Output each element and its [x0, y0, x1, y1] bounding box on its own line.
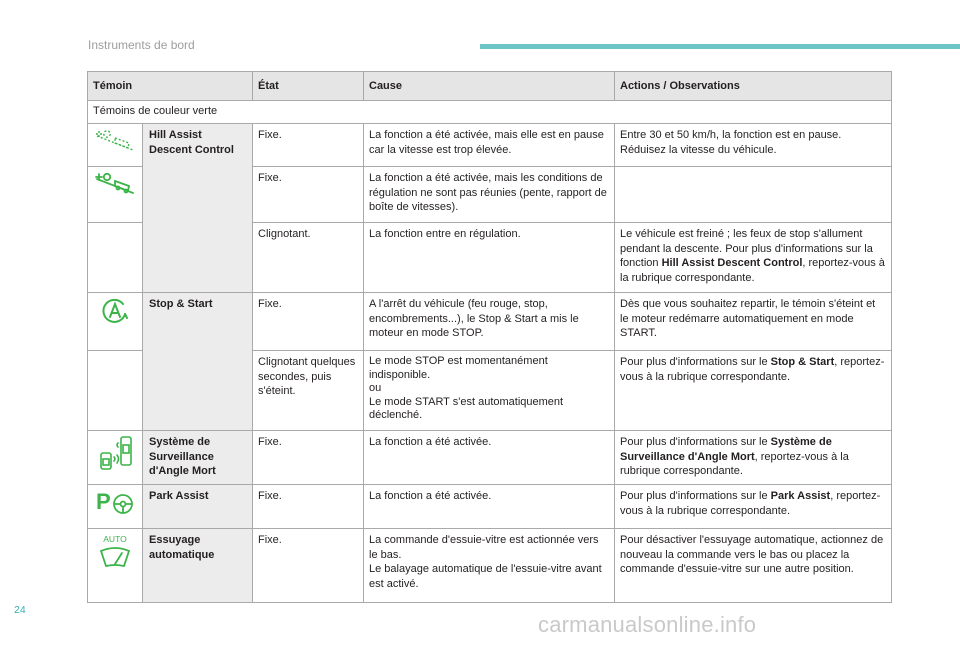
hill-icon-cell-2 — [88, 167, 143, 223]
page-number: 24 — [14, 604, 26, 616]
blind-action: Pour plus d'informations sur le Système de Surveillance d'Angle Mort, reportez-vous à la rubrique correspondante. — [615, 431, 892, 485]
hill-icon-cell-3 — [88, 223, 143, 293]
warning-lights-table — [87, 71, 892, 603]
blind-cause: La fonction a été activée. — [364, 431, 615, 485]
park-state: Fixe. — [253, 485, 364, 529]
wiper-state: Fixe. — [253, 529, 364, 603]
blind-name: Système de Surveillance d'Angle Mort — [143, 431, 253, 485]
stop-start-icon — [100, 297, 130, 325]
stop-state-1: Fixe. — [253, 293, 364, 351]
stop-action-2: Pour plus d'informations sur le Stop & Start, reportez-vous à la rubrique correspondante. — [615, 351, 892, 431]
hill-state-2: Fixe. — [253, 167, 364, 223]
park-assist-icon — [93, 489, 137, 519]
table-row — [88, 485, 892, 529]
blind-state: Fixe. — [253, 431, 364, 485]
hill-cause-2: La fonction a été activée, mais les conditions de régulation ne sont pas réunies (pente, rapport de boîte de vitesses). — [364, 167, 615, 223]
park-name: Park Assist — [143, 485, 253, 529]
table-row — [88, 431, 892, 485]
col-header-temoin: Témoin — [88, 72, 253, 101]
hill-action-2 — [615, 167, 892, 223]
stop-name: Stop & Start — [143, 293, 253, 431]
header-accent-bar — [480, 44, 960, 49]
col-header-actions: Actions / Observations — [615, 72, 892, 101]
table-header-row — [88, 72, 892, 101]
hill-state-3: Clignotant. — [253, 223, 364, 293]
stop-icon-cell — [88, 293, 143, 351]
park-icon-cell — [88, 485, 143, 529]
wiper-auto-label: AUTO — [103, 534, 127, 544]
section-title: Instruments de bord — [88, 38, 195, 52]
wiper-cause: La commande d'essuie-vitre est actionnée vers le bas. Le balayage automatique de l'essuie-vitre avant est activé. — [364, 529, 615, 603]
auto-wiper-icon — [95, 533, 135, 573]
wiper-action: Pour désactiver l'essuyage automatique, actionnez de nouveau la commande vers le bas ou placez la commande d'essuie-vitre sur une autre position. — [615, 529, 892, 603]
blind-spot-icon — [95, 435, 135, 471]
table-row — [88, 124, 892, 167]
stop-cause-1: A l'arrêt du véhicule (feu rouge, stop, encombrements...), le Stop & Start a mis le moteur en mode STOP. — [364, 293, 615, 351]
section-label: Témoins de couleur verte — [88, 101, 892, 124]
hill-action-1: Entre 30 et 50 km/h, la fonction est en pause. Réduisez la vitesse du véhicule. — [615, 124, 892, 167]
park-assist-letter: P — [96, 489, 111, 514]
stop-cause-2: Le mode STOP est momentanément indisponible. ou Le mode START s'est automatiquement déclenché. — [364, 351, 615, 431]
stop-state-2: Clignotant quelques secondes, puis s'éteint. — [253, 351, 364, 431]
stop-action-1: Dès que vous souhaitez repartir, le témoin s'éteint et le moteur redémarre automatiquement en mode START. — [615, 293, 892, 351]
hill-action-3: Le véhicule est freiné ; les feux de stop s'allument pendant la descente. Pour plus d'informations sur la fonction Hill Assist Descent Control, reportez-vous à la rubrique correspondante. — [615, 223, 892, 293]
hill-icon-cell — [88, 124, 143, 167]
table-row — [88, 529, 892, 603]
table-row — [88, 293, 892, 351]
section-row — [88, 101, 892, 124]
hill-state-1: Fixe. — [253, 124, 364, 167]
hill-cause-3: La fonction entre en régulation. — [364, 223, 615, 293]
park-cause: La fonction a été activée. — [364, 485, 615, 529]
park-action: Pour plus d'informations sur le Park Assist, reportez-vous à la rubrique correspondante. — [615, 485, 892, 529]
hill-cause-1: La fonction a été activée, mais elle est en pause car la vitesse est trop élevée. — [364, 124, 615, 167]
col-header-etat: État — [253, 72, 364, 101]
hill-name: Hill Assist Descent Control — [143, 124, 253, 293]
stop-icon-cell-2 — [88, 351, 143, 431]
hill-descent-outline-icon — [93, 128, 137, 154]
hill-descent-icon — [93, 171, 137, 197]
watermark: carmanualsonline.info — [538, 612, 757, 637]
wiper-name: Essuyage automatique — [143, 529, 253, 603]
blind-icon-cell — [88, 431, 143, 485]
col-header-cause: Cause — [364, 72, 615, 101]
wiper-icon-cell — [88, 529, 143, 603]
